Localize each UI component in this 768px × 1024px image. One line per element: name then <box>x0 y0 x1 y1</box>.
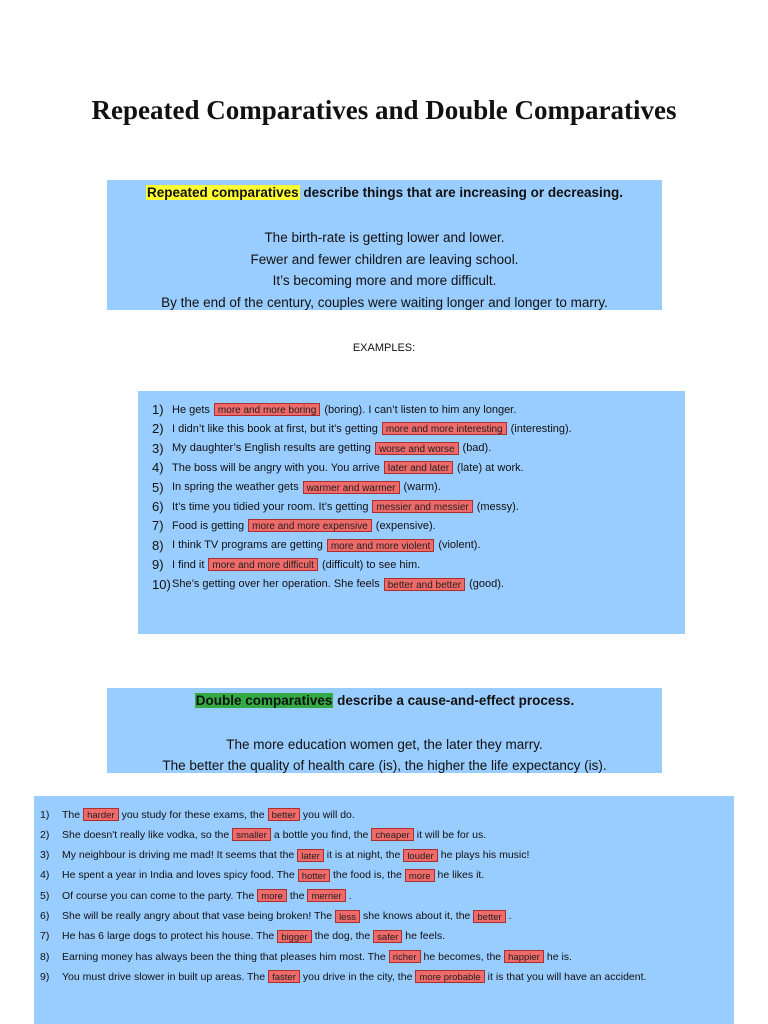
sentence-start: I think TV programs are getting <box>172 539 323 552</box>
sentence-start: He gets <box>172 403 210 416</box>
answer-field[interactable]: more and more interesting <box>382 422 507 435</box>
exercise-row <box>40 805 355 824</box>
sentence-part: The <box>62 808 81 821</box>
item-number: 3) <box>40 849 50 862</box>
item-number: 8) <box>40 950 50 963</box>
sentence-part: You must drive slower in built up areas. The <box>62 970 266 983</box>
answer-field[interactable]: better and better <box>384 578 465 591</box>
answer-field[interactable]: harder <box>83 808 118 821</box>
item-number: 2) <box>40 828 50 841</box>
sentence-end: (messy). <box>476 500 519 513</box>
sentence-part: the dog, the <box>314 930 371 943</box>
sentence-part: it is that you will have an accident. <box>487 970 647 983</box>
repeated-comparatives-box <box>107 180 662 310</box>
answer-field[interactable]: better <box>473 910 505 923</box>
item-number: 1) <box>152 402 164 417</box>
sentence-part: . <box>508 910 512 922</box>
answer-field[interactable]: hotter <box>298 869 330 882</box>
sentence-end: (violent). <box>438 539 481 552</box>
sentence-start: It’s time you tidied your room. It’s getting <box>172 500 369 513</box>
exercise-row <box>40 886 352 905</box>
exercise-1-box <box>138 391 685 634</box>
answer-field[interactable]: worse and worse <box>375 442 459 455</box>
item-number: 4) <box>152 460 164 476</box>
item-number: 6) <box>152 499 164 514</box>
answer-field[interactable]: happier <box>504 950 544 963</box>
sentence-end: (boring). I can’t listen to him any longer. <box>324 403 517 416</box>
sentence-part: . <box>348 889 352 902</box>
sentence-start: My daughter’s English results are getting <box>172 442 371 455</box>
exercise-row <box>152 478 441 497</box>
item-number: 9) <box>152 557 164 573</box>
exercise-2-box <box>34 796 734 1024</box>
sentence-end: (late) at work. <box>457 461 524 474</box>
answer-field[interactable]: richer <box>389 950 421 963</box>
answer-field[interactable]: smaller <box>232 828 271 841</box>
double-example: The better the quality of health care (is), the higher the life expectancy (is). <box>162 758 607 773</box>
item-number: 10) <box>152 576 171 592</box>
sentence-part: he feels. <box>405 930 445 943</box>
exercise-row <box>152 555 420 574</box>
sentence-part: She doesn't really like vodka, so the <box>62 828 230 841</box>
exercise-row <box>40 866 484 885</box>
sentence-part: he plays his music! <box>440 849 530 862</box>
repeated-lead <box>107 185 662 200</box>
item-number: 1) <box>40 808 50 821</box>
double-examples <box>107 734 662 776</box>
page-title: Repeated Comparatives and Double Comparatives <box>91 95 677 125</box>
sentence-part: She will be really angry about that vase being broken! The <box>62 910 333 922</box>
sentence-part: she knows about it, the <box>362 910 471 922</box>
item-number: 7) <box>40 930 50 943</box>
answer-field[interactable]: warmer and warmer <box>303 481 400 494</box>
answer-field[interactable]: faster <box>268 970 300 983</box>
answer-field[interactable]: less <box>335 910 360 923</box>
item-number: 6) <box>40 910 50 922</box>
double-description: describe a cause-and-effect process. <box>333 693 575 708</box>
answer-field[interactable]: more and more expensive <box>248 519 372 532</box>
exercise-row <box>40 967 646 986</box>
double-comparatives-box <box>107 688 662 773</box>
exercise-row <box>152 458 524 477</box>
sentence-start: In spring the weather gets <box>172 481 299 494</box>
sentence-part: it will be for us. <box>416 828 487 841</box>
item-number: 8) <box>152 537 164 553</box>
exercise-row <box>40 907 512 926</box>
answer-field[interactable]: more and more boring <box>214 403 320 416</box>
exercise-row <box>152 497 519 516</box>
answer-field[interactable]: more probable <box>415 970 484 983</box>
exercise-row <box>152 516 436 535</box>
answer-field[interactable]: more and more violent <box>327 539 435 552</box>
exercise-row <box>152 439 491 458</box>
repeated-examples <box>107 227 662 313</box>
answer-field[interactable]: better <box>268 808 300 821</box>
item-number: 2) <box>152 421 164 437</box>
item-number: 5) <box>40 889 50 902</box>
double-term: Double comparatives <box>195 693 333 708</box>
exercise-row <box>152 575 504 594</box>
answer-field[interactable]: louder <box>403 849 437 862</box>
exercise-row <box>152 400 516 419</box>
sentence-part: you drive in the city, the <box>302 970 413 983</box>
repeated-description: describe things that are increasing or decreasing. <box>299 185 623 200</box>
exercise-row <box>40 846 529 865</box>
answer-field[interactable]: more <box>405 869 435 882</box>
sentence-end: (good). <box>469 578 504 591</box>
repeated-example: Fewer and fewer children are leaving school. <box>250 251 519 267</box>
sentence-part: he is. <box>546 950 572 963</box>
double-lead <box>107 693 662 708</box>
sentence-part: it is at night, the <box>326 849 401 862</box>
sentence-end: (interesting). <box>510 422 572 435</box>
sentence-part: He has 6 large dogs to protect his house. The <box>62 930 275 943</box>
answer-field[interactable]: bigger <box>277 930 311 943</box>
sentence-part: Earning money has always been the thing that pleases him most. The <box>62 950 386 963</box>
sentence-part: Of course you can come to the party. The <box>62 889 255 902</box>
repeated-example: By the end of the century, couples were waiting longer and longer to marry. <box>161 294 608 310</box>
answer-field[interactable]: more <box>257 889 287 902</box>
sentence-start: I find it <box>172 558 205 571</box>
exercise-row <box>152 536 481 555</box>
exercise-row <box>152 419 572 438</box>
exercise-row <box>40 947 572 966</box>
item-number: 4) <box>40 869 50 882</box>
sentence-start: She’s getting over her operation. She feels <box>172 578 380 591</box>
exercise-row <box>40 825 486 844</box>
sentence-part: My neighbour is driving me mad! It seems that the <box>62 849 295 862</box>
sentence-part: the food is, the <box>333 869 402 882</box>
sentence-end: (warm). <box>403 481 441 494</box>
repeated-example: It’s becoming more and more difficult. <box>272 273 497 288</box>
repeated-example: The birth-rate is getting lower and lower. <box>264 230 505 245</box>
sentence-part: the <box>289 889 305 902</box>
double-example: The more education women get, the later they marry. <box>226 737 543 752</box>
answer-field[interactable]: later and later <box>384 461 453 474</box>
sentence-end: (expensive). <box>375 519 436 532</box>
item-number: 3) <box>152 440 164 456</box>
answer-field[interactable]: cheaper <box>371 828 413 841</box>
sentence-part: a bottle you find, the <box>273 828 369 841</box>
exercise-row <box>40 927 445 946</box>
sentence-end: (bad). <box>462 442 492 455</box>
answer-field[interactable]: safer <box>373 930 402 943</box>
answer-field[interactable]: merrier <box>307 889 345 902</box>
answer-field[interactable]: messier and messier <box>372 500 472 513</box>
sentence-part: you will do. <box>302 808 355 821</box>
sentence-part: He spent a year in India and loves spicy food. The <box>62 869 295 882</box>
answer-field[interactable]: more and more difficult <box>208 558 318 571</box>
sentence-part: he becomes, the <box>423 950 502 963</box>
examples-label: EXAMPLES: <box>352 342 416 354</box>
sentence-start: I didn’t like this book at first, but it’s getting <box>172 422 378 435</box>
sentence-start: The boss will be angry with you. You arrive <box>172 461 380 474</box>
item-number: 5) <box>152 479 164 495</box>
sentence-end: (difficult) to see him. <box>321 558 421 571</box>
sentence-part: you study for these exams, the <box>121 808 265 821</box>
answer-field[interactable]: later <box>297 849 323 862</box>
sentence-start: Food is getting <box>172 519 245 532</box>
sentence-part: he likes it. <box>437 869 485 882</box>
item-number: 7) <box>152 518 164 534</box>
item-number: 9) <box>40 970 50 983</box>
repeated-term: Repeated comparatives <box>147 185 299 200</box>
